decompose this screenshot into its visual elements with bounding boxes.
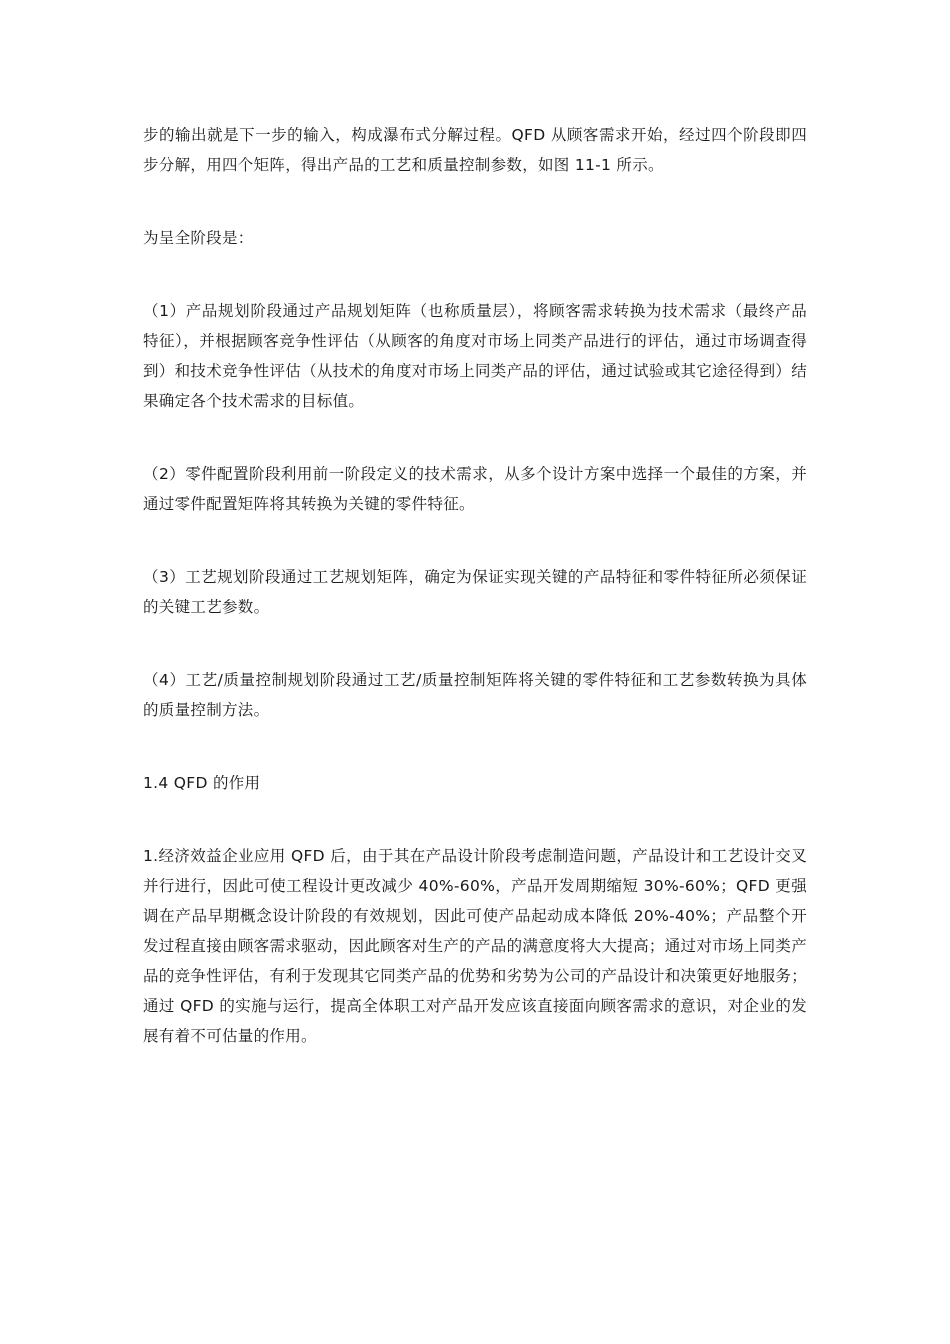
paragraph-stage-2: （2）零件配置阶段利用前一阶段定义的技术需求，从多个设计方案中选择一个最佳的方案，并通过零件配置矩阵将其转换为关键的零件特征。 <box>143 465 807 513</box>
paragraph-stages-lead: 为呈全阶段是： <box>143 229 254 247</box>
paragraph-stage-1: （1）产品规划阶段通过产品规划矩阵（也称质量层），将顾客需求转换为技术需求（最终产品特征），并根据顾客竞争性评估（从顾客的角度对市场上同类产品进行的评估，通过市场调查得到）和技术竞争性评估（从技术的角度对市场上同类产品的评估，通过试验或其它途径得到）结果确定各个技术需求的目标值。 <box>143 302 807 410</box>
paragraph-stage-4: （4）工艺/质量控制规划阶段通过工艺/质量控制矩阵将关键的零件特征和工艺参数转换为具体的质量控制方法。 <box>143 671 807 719</box>
paragraph-intro: 步的输出就是下一步的输入，构成瀑布式分解过程。QFD 从顾客需求开始，经过四个阶段即四步分解，用四个矩阵，得出产品的工艺和质量控制参数，如图 11-1 所示。 <box>143 126 807 174</box>
section-heading: 1.4 QFD 的作用 <box>143 774 261 792</box>
paragraph-economic-benefit: 1.经济效益企业应用 QFD 后，由于其在产品设计阶段考虑制造问题，产品设计和工艺设计交叉并行进行，因此可使工程设计更改减少 40%-60%，产品开发周期缩短 30%-60%；QFD 更强调在产品早期概念设计阶段的有效规划，因此可使产品起动成本降低 20%-40%；产品整个开发过程直接由顾客需求驱动，因此顾客对生产的产品的满意度将大大提高；通过对市场上同类产品的竞争性评估，有利于发现其它同类产品的优势和劣势为公司的产品设计和决策更好地服务；通过 QFD 的实施与运行，提高全体职工对产品开发应该直接面向顾客需求的意识，对企业的发展有着不可估量的作用。 <box>143 847 807 1045</box>
paragraph-stage-3: （3）工艺规划阶段通过工艺规划矩阵，确定为保证实现关键的产品特征和零件特征所必须保证的关键工艺参数。 <box>143 568 807 616</box>
